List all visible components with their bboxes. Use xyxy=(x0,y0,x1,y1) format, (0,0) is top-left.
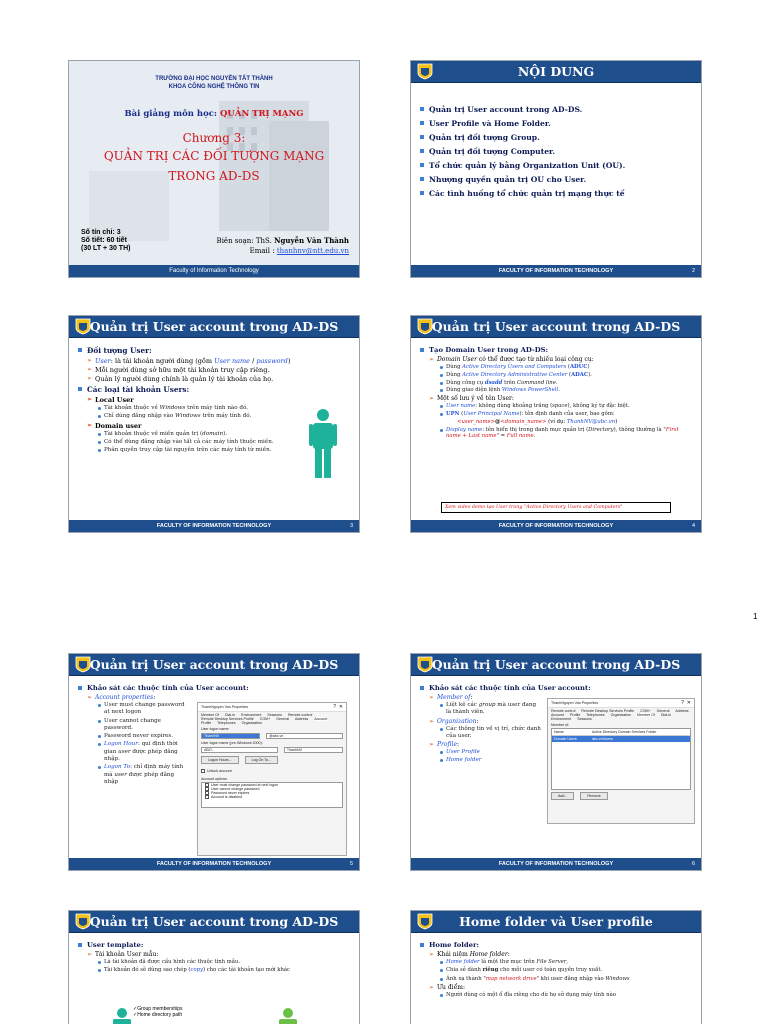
slide-body: Đối tượng User: ➢ User: là tài khoản người dùng (gồm User name / password) ➢ Mỗi người dùng sở hữu một tài khoản truy cập riêng. ➢ Quản lý người dùng chính là quản lý tài khoản của họ. Các loại tài khoản Users: ➢ Local User Tài khoản thuộc về Windows trên máy tính nào đó. Chỉ dùng đăng nhập vào Windows trên máy tính đó. ➢ Domain user Tài khoản thuộc về miền quản trị (domain). Có thể dùng đăng nhập vào tất cả các máy tính thuộc miền. Phân quyền truy cập tài nguyên trên các máy tính từ miền. xyxy=(77,344,351,518)
chapter-title-1: QUẢN TRỊ CÁC ĐỐI TƯỢNG MẠNG xyxy=(103,149,325,163)
school-logo-icon xyxy=(74,318,92,335)
tab[interactable]: Dial-in xyxy=(224,713,236,717)
slide-header: Quản trị User account trong AD-DS xyxy=(69,654,359,676)
slide-footer: FACULTY OF INFORMATION TECHNOLOGY 2 xyxy=(411,265,701,277)
member-of-table xyxy=(551,728,691,790)
tab[interactable]: Address xyxy=(675,709,689,713)
slide-header: Quản trị User account trong AD-DS xyxy=(69,316,359,338)
contents-item: Quản trị đối tượng Computer. xyxy=(419,147,693,156)
slide-header: Home folder và User profile xyxy=(411,911,701,933)
slide-header: Quản trị User account trong AD-DS xyxy=(411,654,701,676)
tab[interactable]: Profile xyxy=(201,721,212,725)
slide-footer: FACULTY OF INFORMATION TECHNOLOGY 3 xyxy=(69,520,359,532)
log-on-to-button[interactable]: Log On To... xyxy=(245,756,279,764)
tab[interactable]: Environment xyxy=(241,713,262,717)
school-logo-icon xyxy=(416,318,434,335)
tab[interactable]: Remote Desktop Services Profile xyxy=(201,717,254,721)
slide-1-title xyxy=(68,60,360,278)
tab[interactable]: Address xyxy=(295,717,309,721)
tab[interactable]: Environment xyxy=(551,717,572,721)
domain-select[interactable]: @abc.vn xyxy=(266,733,343,739)
slide-body: Home folder: ➢ Khái niệm Home folder: Home folder là một thư mục trên File Server, Chia sẻ dành riêng cho mỗi user có toàn quyền truy xuất. Ánh xạ thành "map network drive" khi user đăng nhập vào Windows ➢ Ưu điểm: Người dùng có một ổ đĩa riêng cho dù họ sử dụng máy tính nào xyxy=(419,939,693,1024)
logon-hours-button[interactable]: Logon Hours... xyxy=(201,756,239,764)
author-info: Biên soạn: ThS. Nguyễn Văn Thành Email : thanhnv@ntt.edu.vn xyxy=(216,236,349,255)
tab[interactable]: Organization xyxy=(610,713,631,717)
slide-body: User template: ➢ Tài khoản User mẫu: Là tài khoản đã được cấu hình các thuộc tính mẫu. Tài khoản đó sẽ dùng sao chép (copy) cho các tài khoản tạo mới khác xyxy=(77,939,351,1024)
new-user-icon xyxy=(277,1007,299,1024)
contents-item: Tổ chức quản lý bằng Organization Unit (OU). xyxy=(419,161,693,170)
tab-account[interactable]: Account xyxy=(314,717,328,721)
slide-header: Quản trị User account trong AD-DS xyxy=(411,316,701,338)
slide-6-member-of xyxy=(410,653,702,871)
chapter-label: Chương 3: xyxy=(182,131,246,145)
slide-footer: FACULTY OF INFORMATION TECHNOLOGY 4 xyxy=(411,520,701,532)
table-header: Name Active Directory Domain Services Folder xyxy=(552,729,690,736)
slide-4-create-domain-user xyxy=(410,315,702,533)
slide-8-home-folder xyxy=(410,910,702,1024)
option-checkbox[interactable]: User must change password at next logon xyxy=(202,783,342,787)
chapter-title-2: TRONG AD-DS xyxy=(168,169,260,183)
tab[interactable]: Telephones xyxy=(586,713,605,717)
tab[interactable]: Remote Desktop Services Profile xyxy=(581,709,635,713)
slide-header: Quản trị User account trong AD-DS xyxy=(69,911,359,933)
slide-body: Tạo Domain User trong AD-DS: ➢ Domain User có thể được tạo từ nhiều loại công cụ: Dùng Active Directory Users and Computers (ADUC) Dùng Active Directory Administrative Center (ADAC). Dùng công cụ dsadd trên Command line. Dùng giao diện lệnh Windows PowerShell. ➢ Một số lưu ý về tên User: User name: không dùng khoảng trắng (space), không ký tự đặc biệt. UPN (User Principal Name): tên định danh của user, bao gồm: <user_name>@<domain_name> (ví dụ: ThanhNV@abc.vn) Display name: tên hiển thị trong danh mục quản trị (Directory), thông thường là "First name + Last name" = Full name. xyxy=(419,344,693,518)
contents-item: Các tình huống tổ chức quản trị mạng thực tế xyxy=(419,189,693,198)
slide-footer: Faculty of Information Technology xyxy=(69,265,359,277)
university-name: TRƯỜNG ĐẠI HỌC NGUYỄN TẤT THÀNH xyxy=(155,76,273,82)
dialog-tabs xyxy=(198,712,346,726)
template-properties: ✓Group memberships ✓Home directory path xyxy=(133,1006,183,1018)
account-options-list xyxy=(201,782,343,808)
close-icon[interactable]: ? ✕ xyxy=(333,704,343,710)
contents-item: User Profile và Home Folder. xyxy=(419,119,693,128)
option-checkbox[interactable]: User cannot change password xyxy=(202,787,342,791)
tab[interactable]: Remote control xyxy=(551,709,576,713)
tab[interactable]: Member Of xyxy=(201,713,219,717)
add-button[interactable]: Add... xyxy=(551,792,574,800)
remove-button[interactable]: Remove xyxy=(580,792,607,800)
faculty-name: KHOA CÔNG NGHỆ THÔNG TIN xyxy=(168,84,260,90)
table-row[interactable]: Domain Users abc.vn/Users xyxy=(552,736,690,742)
person-icon xyxy=(309,408,337,478)
video-link-box[interactable]: Xem video demo tạo User trong "Active Directory Users and Computers" xyxy=(441,502,671,513)
contents-item: Quản trị đối tượng Group. xyxy=(419,133,693,142)
school-logo-icon xyxy=(416,63,434,80)
tab[interactable]: Telephones xyxy=(217,721,236,725)
dialog-tabs xyxy=(548,708,694,722)
close-icon[interactable]: ? ✕ xyxy=(681,700,691,706)
tab[interactable]: Sessions xyxy=(267,713,282,717)
prewin-domain-input[interactable]: ABC\ xyxy=(201,747,278,753)
tab[interactable]: Organization xyxy=(241,721,262,725)
tab[interactable]: General xyxy=(656,709,670,713)
school-logo-icon xyxy=(416,656,434,673)
slide-header: NỘI DUNG xyxy=(411,61,701,83)
properties-dialog: ThanhNguyen Van Properties ? ✕ Member Of Dial-in Environment Sessions Remote control Remote Desktop Services Profile COM+ General Address Account Profile Telephones Organization User logon name: ThanhNV @abc.vn User logon name (pre-Windows 2000): ABC\ ThanhNV Logon Hours... Log On To... Unlock account Account options: User must change password at next logon User cannot change password Password never expires Account is disabled xyxy=(197,702,347,856)
tab[interactable]: Profile xyxy=(570,713,581,717)
tab[interactable]: Account xyxy=(551,713,564,717)
slide-7-user-template xyxy=(68,910,360,1024)
slide-body: Khảo sát các thuộc tính của User account: ➢ Member of: Liệt kê các group mà user đang là thành viên. ➢ Organization: Các thông tin về vị trí, chức danh của user. ➢ Profile: User Profile Home folder xyxy=(419,682,541,856)
slide-3-user-object xyxy=(68,315,360,533)
slide-footer: FACULTY OF INFORMATION TECHNOLOGY 5 xyxy=(69,858,359,870)
email-link[interactable]: thanhnv@ntt.edu.vn xyxy=(276,247,349,255)
credits-info: Số tín chỉ: 3 Số tiết: 60 tiết (30 LT + 30 TH) xyxy=(81,229,131,252)
page-number: 1 xyxy=(753,612,758,621)
lecture-line: Bài giảng môn học: QUẢN TRỊ MẠNG xyxy=(124,109,304,119)
contents-list xyxy=(419,103,693,263)
unlock-checkbox[interactable]: Unlock account xyxy=(198,769,346,773)
tab[interactable]: Sessions xyxy=(577,717,592,721)
option-checkbox[interactable]: Password never expires xyxy=(202,791,342,795)
tab-member-of[interactable]: Member Of xyxy=(636,713,655,717)
school-logo-icon xyxy=(74,913,92,930)
tab[interactable]: Remote control xyxy=(287,713,313,717)
slide-2-contents xyxy=(410,60,702,278)
school-logo-icon xyxy=(74,656,92,673)
slide-body: Khảo sát các thuộc tính của User account: ➢ Account properties: User must change password at next logon User cannot change password. Password never expires. Logon Hour: qui định thời gian user được phép đăng nhập. Logon To: chỉ định máy tính mà user được phép đăng nhập xyxy=(77,682,189,856)
slide-5-account-properties xyxy=(68,653,360,871)
slide-footer: FACULTY OF INFORMATION TECHNOLOGY 6 xyxy=(411,858,701,870)
school-logo-icon xyxy=(416,913,434,930)
tab[interactable]: COM+ xyxy=(259,717,271,721)
tab[interactable]: COM+ xyxy=(640,709,651,713)
logon-name-input[interactable]: ThanhNV xyxy=(201,733,260,739)
contents-item: Nhượng quyền quản trị OU cho User. xyxy=(419,175,693,184)
option-checkbox[interactable]: Account is disabled xyxy=(202,795,342,799)
tab[interactable]: Dial-in xyxy=(660,713,672,717)
contents-item: Quản trị User account trong AD-DS. xyxy=(419,105,693,114)
prewin-name-input[interactable]: ThanhNV xyxy=(284,747,343,753)
properties-dialog: ThanhNguyen Van Properties ? ✕ Remote control Remote Desktop Services Profile COM+ General Address Account Profile Telephones Organization Member Of Dial-in Environment Sessions Member of: Name Active Directory Domain Services Folder Domain Users abc.vn/Users Add... Remove xyxy=(547,698,695,824)
template-user-icon xyxy=(111,1007,133,1024)
tab[interactable]: General xyxy=(276,717,290,721)
